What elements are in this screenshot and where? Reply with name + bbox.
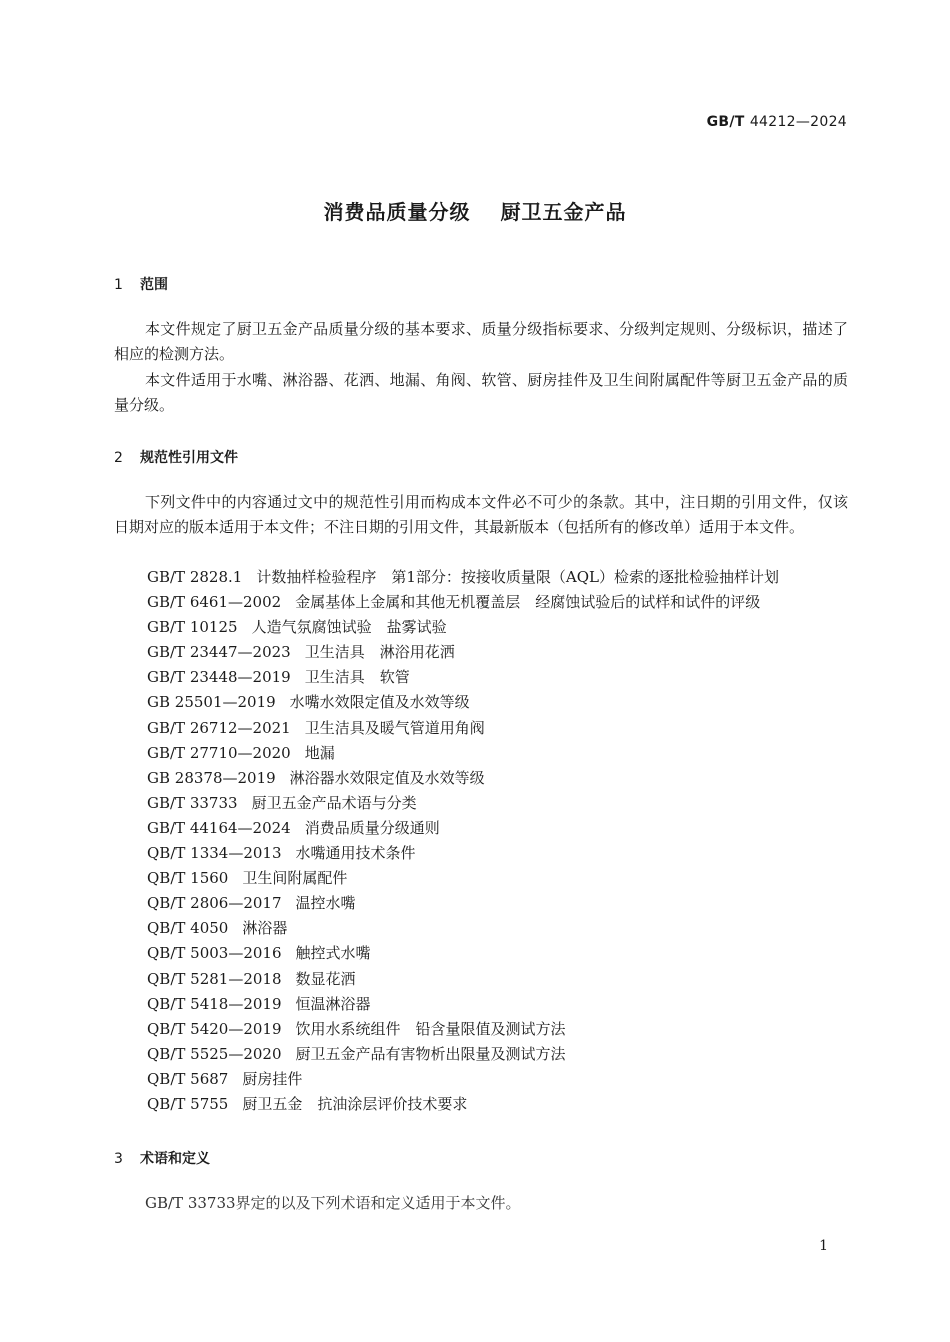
reference-item <box>147 1017 779 1042</box>
reference-code: QB/T 5281—2018 <box>147 969 282 988</box>
reference-title: 水嘴通用技术条件 <box>295 844 416 863</box>
reference-code: QB/T 1560 <box>147 869 229 888</box>
reference-title: 厨卫五金产品有害物析出限量及测试方法 <box>295 1044 566 1063</box>
reference-code: QB/T 5418—2019 <box>147 994 282 1013</box>
reference-title: 饮用水系统组件 铅含量限值及测试方法 <box>295 1019 566 1038</box>
reference-code: QB/T 1334—2013 <box>147 844 282 863</box>
reference-title: 数显花洒 <box>295 969 356 988</box>
reference-item <box>147 967 779 992</box>
reference-item <box>147 741 779 766</box>
reference-title: 计数抽样检验程序 第1部分：按接收质量限（AQL）检索的逐批检验抽样计划 <box>256 568 779 586</box>
reference-item <box>147 941 779 966</box>
reference-title: 厨卫五金产品术语与分类 <box>251 793 417 812</box>
standard-prefix: GB/T <box>706 114 745 130</box>
reference-code: GB/T 2828.1 <box>147 568 243 586</box>
reference-code: GB/T 23447—2023 <box>147 643 291 662</box>
reference-code: GB/T 27710—2020 <box>147 743 291 762</box>
reference-item <box>147 1092 779 1117</box>
reference-title: 触控式水嘴 <box>295 944 371 963</box>
title-part-1: 消费品质量分级 <box>323 200 471 224</box>
reference-title: 卫生洁具及暖气管道用角阀 <box>304 718 485 737</box>
section-1-title: 范围 <box>140 277 168 293</box>
section-1-heading <box>114 274 168 294</box>
reference-title: 卫生洁具 淋浴用花洒 <box>304 643 455 662</box>
reference-code: GB/T 10125 <box>147 618 238 637</box>
document-title <box>0 196 950 225</box>
reference-title: 淋浴器 <box>242 919 288 938</box>
normative-references-list <box>147 565 779 1117</box>
reference-code: GB 28378—2019 <box>147 768 276 787</box>
section-1-number: 1 <box>114 277 123 293</box>
reference-item <box>147 640 779 665</box>
reference-title: 厨房挂件 <box>242 1069 303 1088</box>
reference-title: 金属基体上金属和其他无机覆盖层 经腐蚀试验后的试样和试件的评级 <box>295 593 761 612</box>
reference-item <box>147 866 779 891</box>
reference-code: QB/T 5755 <box>147 1094 229 1113</box>
section-1-paragraph-1: 本文件规定了厨卫五金产品质量分级的基本要求、质量分级指标要求、分级判定规则、分级标识，描述了相应的检测方法。 <box>114 320 848 363</box>
reference-title: 温控水嘴 <box>295 894 356 913</box>
reference-code: GB/T 23448—2019 <box>147 668 291 687</box>
reference-title: 地漏 <box>304 743 335 762</box>
reference-item <box>147 891 779 916</box>
reference-item <box>147 916 779 941</box>
reference-item <box>147 615 779 640</box>
reference-code: QB/T 5687 <box>147 1069 229 1088</box>
reference-title: 卫生间附属配件 <box>242 869 348 888</box>
section-2-number: 2 <box>114 450 123 466</box>
reference-item <box>147 992 779 1017</box>
reference-item <box>147 665 779 690</box>
section-2-title: 规范性引用文件 <box>140 450 238 466</box>
section-2-intro: 下列文件中的内容通过文中的规范性引用而构成本文件必不可少的条款。其中，注日期的引用文件，仅该日期对应的版本适用于本文件；不注日期的引用文件，其最新版本（包括所有的修改单）适用于本文件。 <box>114 493 848 536</box>
reference-item <box>147 1042 779 1067</box>
standard-number-value: 44212—2024 <box>749 114 847 130</box>
reference-code: GB 25501—2019 <box>147 693 276 712</box>
section-3-intro: GB/T 33733界定的以及下列术语和定义适用于本文件。 <box>145 1194 521 1212</box>
reference-item <box>147 590 779 615</box>
reference-title: 恒温淋浴器 <box>295 994 371 1013</box>
section-2-heading <box>114 447 238 467</box>
section-3-heading <box>114 1148 210 1168</box>
reference-item <box>147 690 779 715</box>
reference-code: QB/T 5003—2016 <box>147 944 282 963</box>
standard-number <box>707 114 847 130</box>
section-3-title: 术语和定义 <box>140 1151 210 1167</box>
reference-title: 卫生洁具 软管 <box>304 668 410 687</box>
reference-code: QB/T 5420—2019 <box>147 1019 282 1038</box>
reference-item <box>147 791 779 816</box>
reference-title: 厨卫五金 抗油涂层评价技术要求 <box>242 1094 468 1113</box>
reference-item <box>147 841 779 866</box>
reference-item <box>147 1067 779 1092</box>
reference-item <box>147 816 779 841</box>
reference-code: QB/T 2806—2017 <box>147 894 282 913</box>
reference-item <box>147 565 779 590</box>
title-part-2: 厨卫五金产品 <box>500 200 627 224</box>
reference-code: QB/T 5525—2020 <box>147 1044 282 1063</box>
reference-code: QB/T 4050 <box>147 919 229 938</box>
page-number: 1 <box>819 1238 828 1254</box>
reference-title: 水嘴水效限定值及水效等级 <box>289 693 470 712</box>
reference-item <box>147 716 779 741</box>
reference-title: 消费品质量分级通则 <box>304 818 440 837</box>
reference-title: 人造气氛腐蚀试验 盐雾试验 <box>251 618 447 637</box>
reference-title: 淋浴器水效限定值及水效等级 <box>289 768 485 787</box>
reference-code: GB/T 26712—2021 <box>147 718 291 737</box>
reference-item <box>147 766 779 791</box>
section-3-number: 3 <box>114 1151 123 1167</box>
reference-code: GB/T 33733 <box>147 793 238 812</box>
section-1-paragraph-2: 本文件适用于水嘴、淋浴器、花洒、地漏、角阀、软管、厨房挂件及卫生间附属配件等厨卫五金产品的质量分级。 <box>114 371 848 414</box>
reference-code: GB/T 44164—2024 <box>147 818 291 837</box>
reference-code: GB/T 6461—2002 <box>147 593 282 612</box>
